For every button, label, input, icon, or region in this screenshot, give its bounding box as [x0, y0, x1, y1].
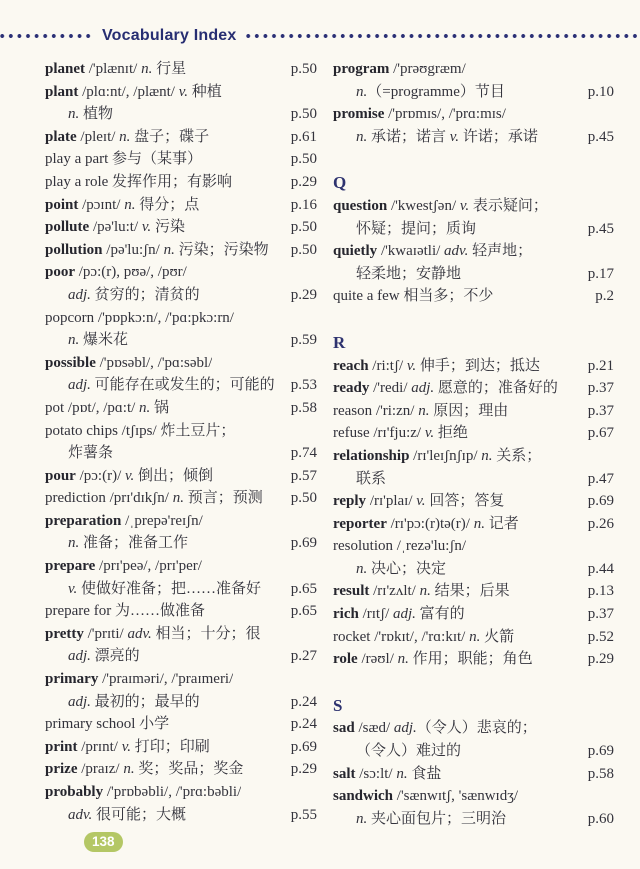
vocab-entry-line [45, 126, 317, 149]
page-ref: p.24 [290, 716, 317, 733]
page-ref: p.52 [587, 628, 614, 645]
entry-text: preparation /ˌprepə'reɪʃn/ [45, 512, 203, 529]
vocab-entry-line [45, 284, 317, 307]
page-ref: p.58 [290, 399, 317, 416]
vocab-entry-line [333, 355, 614, 378]
page-ref: p.50 [290, 490, 317, 507]
vocab-entry-line [45, 216, 317, 239]
vocab-entry-line [333, 240, 614, 263]
page-ref: p.60 [587, 810, 614, 827]
vocab-entry-line [333, 648, 614, 671]
entry-text: point /pɔɪnt/ n. 得分；点 [45, 196, 200, 213]
vocab-entry-line [333, 103, 614, 126]
vocab-entry-line [333, 763, 614, 786]
page-ref: p.57 [290, 467, 317, 484]
page-ref: p.27 [290, 648, 317, 665]
entry-text: rich /rɪtʃ/ adj. 富有的 [333, 606, 465, 623]
page-ref: p.65 [290, 603, 317, 620]
entry-text: pollution /pə'lu:ʃn/ n. 污染；污染物 [45, 241, 269, 258]
entry-text: pour /pɔ:(r)/ v. 倒出；倾倒 [45, 467, 214, 484]
page-ref: p.58 [587, 765, 614, 782]
entry-text: n. 决心；决定 [356, 560, 447, 577]
vocab-entry-line [45, 307, 317, 330]
vocab-entry-line [333, 740, 614, 763]
vocab-entry-line [45, 194, 317, 217]
page-ref: p.50 [290, 61, 317, 77]
entry-text: reach /ri:tʃ/ v. 伸手；到达；抵达 [333, 357, 540, 374]
entry-text: popcorn /'pɒpkɔ:n/, /'pɑ:pkɔ:rn/ [45, 309, 234, 326]
entry-text: salt /sɔ:lt/ n. 食盐 [333, 765, 442, 782]
entry-text: pot /pɒt/, /pɑ:t/ n. 锅 [45, 399, 170, 416]
page-ref: p.29 [290, 761, 317, 778]
vocab-entry-line [333, 263, 614, 286]
entry-text: planet /'plænɪt/ n. 行星 [45, 61, 187, 77]
entry-text: prepare for 为……做准备 [45, 603, 205, 620]
entry-text: play a part 参与（某事） [45, 151, 203, 168]
page-ref: p.37 [587, 606, 614, 623]
page-ref: p.37 [587, 380, 614, 397]
vocab-column-left [45, 58, 317, 826]
section-letter: R [333, 332, 346, 352]
vocab-entry-line [333, 218, 614, 241]
vocab-entry-line [333, 808, 614, 831]
vocab-entry-line [45, 487, 317, 510]
page-ref: p.50 [290, 219, 317, 236]
entry-text: reason /'ri:zn/ n. 原因；理由 [333, 402, 509, 419]
vocab-entry-line [45, 532, 317, 555]
vocab-entry-line [45, 352, 317, 375]
dotted-rule-left [0, 33, 92, 39]
entry-text: n. 夹心面包片；三明治 [356, 810, 507, 827]
page-ref: p.26 [587, 515, 614, 532]
page-ref: p.67 [587, 425, 614, 442]
entry-text: n. 准备；准备工作 [68, 535, 189, 552]
vocab-entry-line [45, 103, 317, 126]
vocab-entry-line [45, 781, 317, 804]
section-letter: Q [333, 173, 347, 193]
dotted-rule-right [246, 33, 640, 39]
entry-text: question /'kwestʃən/ v. 表示疑问； [333, 197, 548, 214]
entry-text: prize /praɪz/ n. 奖；奖品；奖金 [45, 761, 244, 778]
vocab-entry-line [45, 171, 317, 194]
page-ref: p.37 [587, 402, 614, 419]
entry-text: quietly /'kwaɪətli/ adv. 轻声地； [333, 243, 533, 260]
entry-text: primary /'praɪməri/, /'praɪmeri/ [45, 671, 234, 688]
page-ref: p.13 [587, 583, 614, 600]
entry-text: plate /pleɪt/ n. 盘子；碟子 [45, 128, 210, 145]
entry-text: quite a few 相当多；不少 [333, 288, 494, 305]
page-ref: p.69 [290, 535, 317, 552]
vocab-entry-line [45, 555, 317, 578]
vocab-entry-line [45, 510, 317, 533]
page-ref: p.16 [290, 196, 317, 213]
vocab-entry-line [45, 578, 317, 601]
vocab-entry-line [333, 558, 614, 581]
page-title: Vocabulary Index [102, 27, 237, 44]
page-ref: p.44 [587, 560, 614, 577]
entry-text: adv. 很可能；大概 [68, 806, 187, 823]
page-ref: p.69 [587, 493, 614, 510]
entry-text: role /rəʊl/ n. 作用；职能；角色 [333, 651, 533, 668]
vocab-entry-line [45, 374, 317, 397]
entry-text: play a role 发挥作用；有影响 [45, 173, 233, 190]
page-ref: p.29 [290, 286, 317, 303]
page-ref: p.24 [290, 693, 317, 710]
vocab-entry-line [333, 400, 614, 423]
entry-text: v. 使做好准备；把……准备好 [68, 580, 262, 597]
vocab-entry-line [333, 535, 614, 558]
entry-text: resolution /ˌrezə'lu:ʃn/ [333, 538, 467, 555]
entry-text: adj. 贫穷的；清贫的 [68, 286, 200, 303]
vocab-entry-line [45, 239, 317, 262]
vocab-entry-line [333, 422, 614, 445]
vocab-entry-line [333, 785, 614, 808]
vocab-column-right [333, 58, 614, 830]
section-letter: S [333, 695, 343, 715]
vocab-entry-line [333, 626, 614, 649]
page-ref: p.50 [290, 151, 317, 168]
vocab-entry-line [333, 490, 614, 513]
entry-text: pollute /pə'lu:t/ v. 污染 [45, 219, 185, 236]
vocab-entry-line [333, 445, 614, 468]
vocab-entry-line [45, 81, 317, 104]
entry-text: prediction /prɪ'dɪkʃn/ n. 预言；预测 [45, 490, 263, 507]
entry-text: 怀疑；提问；质询 [356, 220, 477, 237]
page-ref: p.69 [587, 743, 614, 760]
vocab-entry-line [45, 736, 317, 759]
vocab-entry-line [333, 58, 614, 81]
vocab-entry-line [45, 148, 317, 171]
page-ref: p.2 [595, 288, 614, 305]
entry-text: n. 承诺；诺言 v. 许诺；承诺 [356, 128, 538, 145]
page-ref: p.45 [587, 128, 614, 145]
vocab-entry-line [45, 600, 317, 623]
entry-text: possible /'pɒsəbl/, /'pɑ:səbl/ [45, 354, 213, 371]
vocab-entry-line [45, 758, 317, 781]
page-ref: p.55 [290, 806, 317, 823]
vocab-entry-line [45, 713, 317, 736]
vocab-entry-line [45, 668, 317, 691]
entry-text: ready /'redi/ adj. 愿意的；准备好的 [333, 380, 558, 397]
entry-text: 轻柔地；安静地 [356, 265, 462, 282]
entry-text: n. 植物 [68, 106, 114, 123]
page-header [0, 26, 640, 46]
entry-text: probably /'prɒbəbli/, /'prɑ:bəbli/ [45, 784, 242, 800]
page-ref: p.74 [290, 445, 317, 462]
vocab-entry-line [45, 691, 317, 714]
page-ref: p.59 [290, 332, 317, 349]
page-ref: p.45 [587, 220, 614, 237]
page-ref: p.69 [290, 738, 317, 755]
entry-text: 联系 [356, 470, 387, 487]
vocab-entry-line [333, 285, 614, 308]
entry-text: relationship /rɪ'leɪʃnʃɪp/ n. 关系； [333, 447, 542, 464]
page-ref: p.53 [290, 377, 317, 394]
page-ref: p.29 [290, 173, 317, 190]
vocab-entry-line [45, 442, 317, 465]
entry-text: adj. 漂亮的 [68, 648, 140, 665]
entry-text: potato chips /tʃɪps/ 炸土豆片； [45, 422, 236, 439]
entry-text: n. 爆米花 [68, 332, 129, 349]
vocab-entry-line [45, 397, 317, 420]
vocab-entry-line [333, 195, 614, 218]
vocab-entry-line [45, 58, 317, 81]
entry-text: print /prɪnt/ v. 打印；印刷 [45, 738, 210, 755]
entry-text: promise /'prɒmɪs/, /'prɑ:mɪs/ [333, 106, 506, 123]
entry-text: reporter /rɪ'pɔ:(r)tə(r)/ n. 记者 [333, 515, 519, 532]
vocab-entry-line [45, 645, 317, 668]
entry-text: refuse /rɪ'fju:z/ v. 拒绝 [333, 425, 468, 442]
entry-text: （令人）难过的 [356, 743, 462, 760]
vocab-entry-line [333, 513, 614, 536]
entry-text: adj. 可能存在或发生的；可能的 [68, 377, 275, 394]
entry-text: reply /rɪ'plaɪ/ v. 回答；答复 [333, 493, 505, 510]
vocab-entry-line [333, 468, 614, 491]
vocab-entry-line [45, 623, 317, 646]
page-number-badge: 138 [84, 832, 123, 852]
page-ref: p.17 [587, 265, 614, 282]
entry-text: plant /plɑ:nt/, /plænt/ v. 种植 [45, 83, 222, 100]
entry-text: 炸薯条 [68, 445, 114, 462]
page-ref: p.61 [290, 128, 317, 145]
vocab-entry-line [45, 465, 317, 488]
vocab-entry-line [333, 377, 614, 400]
page-ref: p.21 [587, 357, 614, 374]
page-ref: p.47 [587, 470, 614, 487]
page-footer [84, 832, 123, 852]
vocab-entry-line [45, 420, 317, 443]
page-ref: p.29 [587, 651, 614, 668]
vocab-entry-line [333, 717, 614, 740]
vocab-entry-line [333, 126, 614, 149]
vocab-entry-line [45, 261, 317, 284]
vocab-entry-line [333, 81, 614, 104]
entry-text: rocket /'rɒkɪt/, /'rɑ:kɪt/ n. 火箭 [333, 628, 515, 645]
entry-text: n.（=programme）节目 [356, 83, 505, 100]
entry-text: pretty /'prɪti/ adv. 相当；十分；很 [45, 625, 261, 642]
vocab-entry-line [45, 329, 317, 352]
entry-text: result /rɪ'zʌlt/ n. 结果；后果 [333, 583, 510, 600]
page-ref: p.65 [290, 580, 317, 597]
vocab-entry-line [333, 580, 614, 603]
vocab-entry-line [333, 603, 614, 626]
entry-text: primary school 小学 [45, 716, 170, 733]
entry-text: prepare /prɪ'peə/, /prɪ'per/ [45, 558, 202, 575]
page-ref: p.50 [290, 106, 317, 123]
page-ref: p.50 [290, 241, 317, 258]
page-ref: p.10 [587, 83, 614, 100]
entry-text: sad /sæd/ adj.（令人）悲哀的； [333, 720, 537, 737]
entry-text: adj. 最初的；最早的 [68, 693, 200, 710]
entry-text: sandwich /'sænwɪtʃ, 'sænwɪdʒ/ [333, 788, 519, 805]
vocab-entry-line [45, 804, 317, 827]
entry-text: program /'prəʊgræm/ [333, 61, 466, 77]
entry-text: poor /pɔ:(r), pʊə/, /pʊr/ [45, 264, 187, 281]
